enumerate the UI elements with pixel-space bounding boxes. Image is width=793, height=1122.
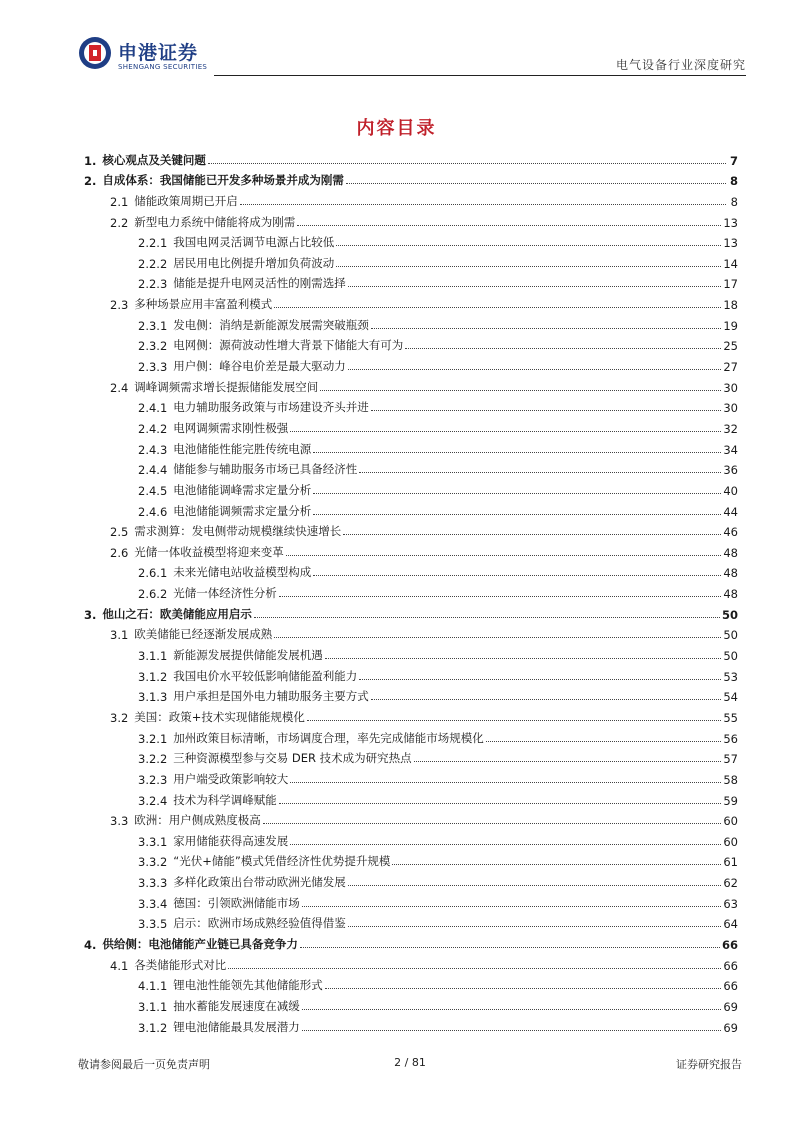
toc-leader-dots — [302, 905, 722, 907]
toc-entry-number: 3.2.4 — [138, 793, 168, 808]
toc-entry[interactable] — [84, 519, 738, 540]
toc-leader-dots — [263, 822, 722, 824]
toc-entry-title: 启示：欧洲市场成熟经验值得借鉴 — [173, 916, 346, 931]
toc-entry-page: 60 — [723, 814, 738, 829]
toc-entry-number: 3.2 — [110, 710, 129, 725]
toc-entry-page: 40 — [723, 483, 738, 498]
toc-leader-dots — [300, 946, 720, 948]
toc-entry[interactable] — [84, 539, 738, 560]
toc-entry-title: 发电侧：消纳是新能源发展需突破瓶颈 — [173, 317, 369, 332]
brand-name-en: SHENGANG SECURITIES — [118, 63, 208, 71]
toc-entry[interactable] — [84, 622, 738, 643]
toc-entry[interactable] — [84, 787, 738, 808]
toc-entry[interactable] — [84, 684, 738, 705]
toc-leader-dots — [290, 843, 721, 845]
toc-entry[interactable] — [84, 147, 738, 168]
toc-entry[interactable] — [84, 704, 738, 725]
toc-leader-dots — [405, 347, 721, 349]
toc-entry[interactable] — [84, 230, 738, 251]
toc-entry-title: 三种资源模型参与交易 DER 技术成为研究热点 — [173, 751, 412, 766]
toc-leader-dots — [392, 863, 721, 865]
toc-entry-page: 69 — [723, 1020, 738, 1035]
toc-leader-dots — [274, 306, 721, 308]
toc-leader-dots — [290, 430, 721, 432]
toc-entry-page: 66 — [723, 958, 738, 973]
toc-entry-title: 多种场景应用丰富盈利模式 — [134, 297, 273, 312]
toc-entry-page: 64 — [723, 917, 738, 932]
brand-name-cn: 申港证券 — [118, 42, 199, 64]
toc-entry-page: 48 — [723, 545, 738, 560]
toc-entry-page: 27 — [723, 360, 738, 375]
toc-entry-title: 家用储能获得高速发展 — [173, 833, 289, 848]
footer-disclaimer-note: 敬请参阅最后一页免责声明 — [78, 1058, 210, 1071]
toc-entry-number: 2.2 — [110, 215, 129, 230]
toc-entry-page: 18 — [723, 298, 738, 313]
toc-entry-title: 我国电网灵活调节电源占比较低 — [173, 235, 335, 250]
toc-leader-dots — [325, 987, 722, 989]
toc-entry-page: 61 — [723, 855, 738, 870]
toc-entry-number: 3.3.1 — [138, 834, 168, 849]
toc-entry-number: 3.1 — [110, 628, 129, 643]
toc-entry-title: 用户端受政策影响较大 — [173, 771, 289, 786]
toc-entry-page: 48 — [723, 566, 738, 581]
toc-entry-page: 8 — [730, 194, 738, 209]
toc-entry-title: “光伏+储能”模式凭借经济性优势提升规模 — [173, 854, 391, 869]
toc-leader-dots — [297, 224, 721, 226]
toc-entry[interactable] — [84, 560, 738, 581]
toc-leader-dots — [313, 513, 721, 515]
toc-entry-title: 电网调频需求刚性极强 — [173, 420, 289, 435]
toc-entry-page: 59 — [723, 793, 738, 808]
toc-entry-title: 欧洲：用户侧成熟度极高 — [134, 813, 261, 828]
toc-entry[interactable] — [84, 353, 738, 374]
toc-entry[interactable] — [84, 188, 738, 209]
toc-entry[interactable] — [84, 209, 738, 230]
toc-entry-page: 53 — [723, 669, 738, 684]
toc-title: 内容目录 — [356, 118, 437, 139]
toc-entry-number: 2.3.1 — [138, 318, 168, 333]
toc-entry-number: 3.1.1 — [138, 649, 168, 664]
toc-entry-page: 30 — [723, 401, 738, 416]
toc-entry-title: 光储一体收益模型将迎来变革 — [134, 544, 284, 559]
toc-entry-number: 2.1 — [110, 194, 129, 209]
toc-entry[interactable] — [84, 374, 738, 395]
toc-entry-page: 58 — [723, 772, 738, 787]
shengang-logo-icon — [78, 36, 112, 70]
toc-entry-title: 电池储能性能完胜传统电源 — [173, 441, 312, 456]
toc-entry-page: 46 — [723, 525, 738, 540]
toc-entry-number: 3.1.2 — [138, 1020, 168, 1035]
toc-entry-title: 核心观点及关键问题 — [102, 152, 206, 167]
toc-leader-dots — [336, 265, 721, 267]
toc-entry-number: 2.6 — [110, 545, 129, 560]
toc-entry-number: 2.4.1 — [138, 401, 168, 416]
toc-entry[interactable] — [84, 642, 738, 663]
toc-entry-page: 57 — [723, 752, 738, 767]
toc-entry[interactable] — [84, 725, 738, 746]
toc-leader-dots — [348, 285, 722, 287]
toc-leader-dots — [313, 492, 721, 494]
company-logo — [74, 36, 274, 76]
toc-entry[interactable] — [84, 601, 738, 622]
toc-entry-page: 32 — [723, 421, 738, 436]
toc-entry-title: 多样化政策出台带动欧洲光储发展 — [173, 875, 346, 890]
toc-entry-number: 4.1 — [110, 958, 129, 973]
toc-entry[interactable] — [84, 415, 738, 436]
toc-entry[interactable] — [84, 395, 738, 416]
toc-entry-number: 1. — [84, 153, 97, 168]
toc-entry[interactable] — [84, 291, 738, 312]
toc-entry-page: 13 — [723, 236, 738, 251]
toc-entry-title: 各类储能形式对比 — [134, 957, 227, 972]
toc-entry[interactable] — [84, 168, 738, 189]
toc-leader-dots — [320, 389, 721, 391]
toc-entry-page: 66 — [721, 937, 738, 952]
toc-entry-title: 自成体系：我国储能已开发多种场景并成为刚需 — [102, 173, 344, 188]
toc-entry[interactable] — [84, 250, 738, 271]
toc-entry-title: 用户承担是国外电力辅助服务主要方式 — [173, 689, 369, 704]
toc-entry-title: 加州政策目标清晰，市场调度合理，率先完成储能市场规模化 — [173, 730, 484, 745]
toc-entry-number: 4. — [84, 937, 97, 952]
toc-leader-dots — [313, 451, 721, 453]
page-header — [74, 30, 746, 76]
toc-leader-dots — [286, 554, 722, 556]
toc-leader-dots — [348, 925, 722, 927]
toc-entry-number: 2.4.3 — [138, 442, 168, 457]
toc-entry-number: 2.4 — [110, 380, 129, 395]
toc-leader-dots — [371, 698, 722, 700]
toc-entry[interactable] — [84, 911, 738, 932]
toc-entry-page: 54 — [723, 690, 738, 705]
toc-entry[interactable] — [84, 849, 738, 870]
toc-entry[interactable] — [84, 766, 738, 787]
toc-entry[interactable] — [84, 498, 738, 519]
toc-entry-number: 3. — [84, 607, 97, 622]
toc-entry-number: 3.1.2 — [138, 669, 168, 684]
toc-entry-title: 光储一体经济性分析 — [173, 586, 277, 601]
toc-leader-dots — [359, 471, 721, 473]
toc-leader-dots — [208, 162, 726, 164]
toc-entry-page: 50 — [723, 649, 738, 664]
toc-entry-number: 3.3 — [110, 814, 129, 829]
toc-entry-number: 3.2.3 — [138, 772, 168, 787]
toc-leader-dots — [348, 884, 722, 886]
toc-entry-number: 2.3.2 — [138, 339, 168, 354]
toc-entry[interactable] — [84, 663, 738, 684]
toc-entry-title: 储能参与辅助服务市场已具备经济性 — [173, 462, 358, 477]
toc-entry-title: 德国：引领欧洲储能市场 — [173, 895, 300, 910]
toc-entry-page: 8 — [729, 174, 738, 189]
toc-entry-page: 63 — [723, 896, 738, 911]
toc-entry-title: 技术为科学调峰赋能 — [173, 792, 277, 807]
toc-entry[interactable] — [84, 952, 738, 973]
toc-entry-title: 用户侧：峰谷电价差是最大驱动力 — [173, 359, 346, 374]
toc-entry[interactable] — [84, 1014, 738, 1035]
toc-entry[interactable] — [84, 890, 738, 911]
toc-entry[interactable] — [84, 457, 738, 478]
toc-entry[interactable] — [84, 436, 738, 457]
toc-leader-dots — [486, 740, 722, 742]
toc-entry-number: 3.1.1 — [138, 999, 168, 1014]
toc-entry-number: 3.2.2 — [138, 752, 168, 767]
toc-entry[interactable] — [84, 808, 738, 829]
toc-entry-title: 欧美储能已经逐渐发展成熟 — [134, 627, 273, 642]
toc-entry-number: 2.4.4 — [138, 463, 168, 478]
toc-entry-number: 2.2.1 — [138, 236, 168, 251]
toc-leader-dots — [302, 1008, 722, 1010]
toc-leader-dots — [254, 616, 720, 618]
toc-entry-page: 13 — [723, 215, 738, 230]
toc-leader-dots — [313, 574, 721, 576]
toc-leader-dots — [290, 781, 721, 783]
toc-leader-dots — [371, 409, 722, 411]
toc-entry-number: 4.1.1 — [138, 979, 168, 994]
toc-entry-number: 2.3.3 — [138, 360, 168, 375]
toc-entry[interactable] — [84, 580, 738, 601]
toc-leader-dots — [228, 967, 721, 969]
toc-leader-dots — [346, 182, 726, 184]
toc-entry[interactable] — [84, 312, 738, 333]
toc-entry-number: 3.3.3 — [138, 876, 168, 891]
toc-entry-title: 供给侧：电池储能产业链已具备竞争力 — [102, 936, 298, 951]
toc-entry[interactable] — [84, 931, 738, 952]
toc-entry-title: 未来光储电站收益模型构成 — [173, 565, 312, 580]
toc-leader-dots — [279, 595, 722, 597]
toc-entry-page: 56 — [723, 731, 738, 746]
toc-leader-dots — [371, 327, 722, 329]
toc-entry[interactable] — [84, 869, 738, 890]
toc-entry-number: 2.4.2 — [138, 421, 168, 436]
toc-entry-number: 2.3 — [110, 298, 129, 313]
toc-leader-dots — [302, 1029, 722, 1031]
toc-entry-number: 2.2.2 — [138, 256, 168, 271]
toc-entry[interactable] — [84, 993, 738, 1014]
toc-entry-page: 7 — [729, 153, 738, 168]
toc-entry-number: 3.1.3 — [138, 690, 168, 705]
toc-entry-number: 2.4.6 — [138, 504, 168, 519]
toc-entry-title: 新能源发展提供储能发展机遇 — [173, 648, 323, 663]
toc-leader-dots — [359, 678, 721, 680]
toc-entry-title: 电力辅助服务政策与市场建设齐头并进 — [173, 400, 369, 415]
toc-entry-page: 48 — [723, 587, 738, 602]
toc-entry-number: 3.2.1 — [138, 731, 168, 746]
toc-entry-title: 电网侧：源荷波动性增大背景下储能大有可为 — [173, 338, 404, 353]
toc-leader-dots — [414, 760, 722, 762]
toc-entry-number: 2. — [84, 174, 97, 189]
toc-entry-page: 34 — [723, 442, 738, 457]
toc-leader-dots — [279, 802, 722, 804]
toc-entry[interactable] — [84, 828, 738, 849]
toc-entry-page: 69 — [723, 999, 738, 1014]
toc-entry-number: 2.6.1 — [138, 566, 168, 581]
toc-entry-number: 2.6.2 — [138, 587, 168, 602]
toc-entry-page: 55 — [723, 710, 738, 725]
toc-leader-dots — [336, 244, 721, 246]
toc-entry-title: 需求测算：发电侧带动规模继续快速增长 — [134, 524, 342, 539]
toc-entry-number: 3.3.4 — [138, 896, 168, 911]
toc-entry[interactable] — [84, 477, 738, 498]
toc-leader-dots — [348, 368, 722, 370]
toc-entry[interactable] — [84, 333, 738, 354]
footer-report-label: 证券研究报告 — [676, 1058, 742, 1071]
toc-entry-title: 居民用电比例提升增加负荷波动 — [173, 255, 335, 270]
toc-entry-page: 50 — [721, 607, 738, 622]
toc-entry[interactable] — [84, 271, 738, 292]
toc-entry-title: 新型电力系统中储能将成为刚需 — [134, 214, 296, 229]
toc-entry-title: 储能是提升电网灵活性的刚需选择 — [173, 276, 346, 291]
toc-entry-page: 62 — [723, 876, 738, 891]
toc-entry-page: 30 — [723, 380, 738, 395]
toc-entry-title: 他山之石：欧美储能应用启示 — [102, 606, 252, 621]
table-of-contents — [84, 147, 738, 1035]
toc-entry-number: 2.2.3 — [138, 277, 168, 292]
toc-entry-page: 50 — [723, 628, 738, 643]
toc-leader-dots — [240, 203, 726, 205]
toc-entry-number: 2.5 — [110, 525, 129, 540]
toc-entry-title: 电池储能调频需求定量分析 — [173, 503, 312, 518]
toc-entry[interactable] — [84, 746, 738, 767]
toc-entry-page: 17 — [723, 277, 738, 292]
toc-entry[interactable] — [84, 973, 738, 994]
header-divider — [214, 75, 746, 76]
toc-entry-number: 2.4.5 — [138, 483, 168, 498]
toc-leader-dots — [325, 657, 722, 659]
toc-entry-title: 美国：政策+技术实现储能规模化 — [134, 709, 305, 724]
toc-entry-page: 66 — [723, 979, 738, 994]
toc-entry-page: 36 — [723, 463, 738, 478]
toc-entry-title: 调峰调频需求增长提振储能发展空间 — [134, 379, 319, 394]
toc-entry-number: 3.3.2 — [138, 855, 168, 870]
report-type: 电气设备行业深度研究 — [615, 58, 746, 72]
toc-entry-title: 电池储能调峰需求定量分析 — [173, 482, 312, 497]
toc-entry-title: 储能政策周期已开启 — [134, 193, 238, 208]
toc-entry-page: 25 — [723, 339, 738, 354]
toc-leader-dots — [307, 719, 721, 721]
toc-entry-title: 锂电池性能领先其他储能形式 — [173, 978, 323, 993]
toc-entry-title: 锂电池储能最具发展潜力 — [173, 1019, 300, 1034]
toc-leader-dots — [343, 533, 721, 535]
page-number: 2 / 81 — [394, 1056, 426, 1069]
toc-entry-number: 3.3.5 — [138, 917, 168, 932]
toc-entry-title: 抽水蓄能发展速度在减缓 — [173, 998, 300, 1013]
toc-entry-page: 14 — [723, 256, 738, 271]
toc-entry-title: 我国电价水平较低影响储能盈利能力 — [173, 668, 358, 683]
toc-entry-page: 60 — [723, 834, 738, 849]
toc-entry-page: 19 — [723, 318, 738, 333]
toc-entry-page: 44 — [723, 504, 738, 519]
toc-leader-dots — [274, 636, 721, 638]
